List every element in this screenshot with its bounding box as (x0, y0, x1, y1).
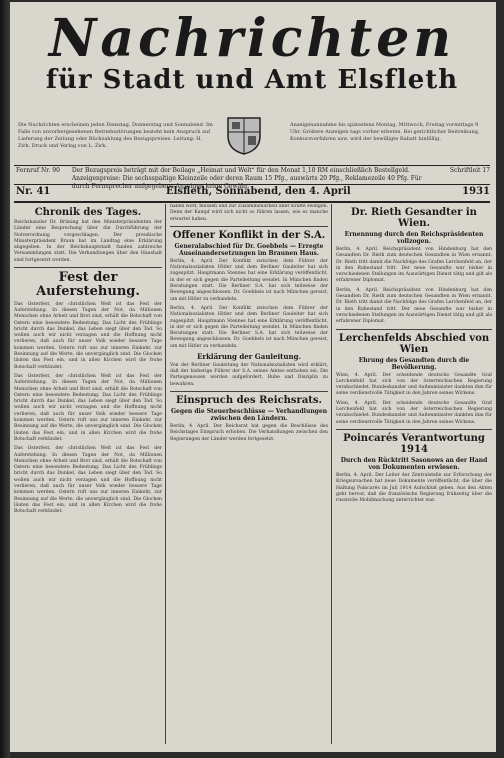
subheadline: Durch den Rücktritt Sasonows an der Hand von Dokumenten erwiesen. (340, 456, 488, 471)
subheadline: Ernennung durch den Reichspräsidenten vollzogen. (344, 231, 484, 245)
headline: Chronik des Tages. (34, 207, 142, 218)
article-text: Reichskanzler Dr. Brüning hat den Ministerpräsidenten der Länder eine Besprechung über die Durchführung der Notverordnung vorgeschlagen. Der preußische Ministerpräsident Braun hat im Landtag eine Erklärung abgegeben. In der Reichshauptstadt fanden zahlreiche Versammlungen statt. Die Verhandlungen über den Haushalt sind fortgesetzt worden. (14, 220, 162, 263)
article-text: Berlin, 4. April. Der Reichsrat hat gegen die Beschlüsse des Reichstages Einspruch erhoben. Die Verhandlungen zwischen den Regierungen der Länder werden fortgesetzt. (170, 423, 328, 442)
article-text: Das Osterfest, der christlichen Welt ist das Fest der Auferstehung. In diesen Tagen der Not, da Millionen Menschen ohne Arbeit und Brot sind, erhält die Botschaft von Ostern eine besondere Bedeutung. Das Licht des Frühlings bricht durch das Dunkel, das Leben siegt über den Tod. So wollen auch wir nicht verzagen und die Hoffnung nicht verlieren, daß auch für unser Volk wieder bessere Tage kommen werden. Ostern ruft uns zur inneren Einkehr, zur Besinnung auf die Werte, die unvergänglich sind. Die Glocken läuten das Fest ein, und in allen Kirchen wird die frohe Botschaft verkündet. (14, 301, 162, 370)
divider (336, 329, 492, 330)
divider (14, 201, 490, 203)
newspaper-page (10, 2, 496, 752)
column-2 (170, 204, 328, 744)
subheadline: Gegen die Steuerbeschlüsse — Verhandlungen zwischen den Ländern. (170, 407, 328, 422)
headline: Dr. Rieth Gesandter in Wien. (351, 207, 477, 229)
article-text: Berlin, 4. April. Der Konflikt zwischen dem Führer der Nationalsozialisten Hitler und dem Berliner Gauleiter hat sich zugespitzt. Hauptmann Stennes hat eine Erklärung veröffentlicht, in der er sich gegen die Parteileitung wendet. In München finden Beratungen statt. Die Berliner S.A. hat sich teilweise der Bewegung angeschlossen. Dr. Goebbels ist nach München gereist, um mit Hitler zu verhandeln. (170, 305, 328, 349)
headline: Poincarés Verantwortung 1914 (343, 432, 485, 455)
divider (14, 165, 490, 166)
article-text: Berlin, 4. April. Reichspräsident von Hindenburg hat den Gesandten Dr. Rieth zum deutschen Gesandten in Wien ernannt. Dr. Rieth tritt damit die Nachfolge des Grafen Lerchenfeld an, der in den Ruhestand tritt. Der neue Gesandte war bisher in verschiedenen Stellungen im Auswärtigen Dienst tätig und gilt als erfahrener Diplomat. (336, 287, 492, 325)
column-3 (336, 204, 492, 744)
article-text: Wien, 4. April. Der scheidende deutsche Gesandte Graf Lerchenfeld hat sich von der österreichischen Regierung verabschiedet. Bundeskanzler und Außenminister dankten ihm für seine verdienstvolle Tätigkeit in den Jahren seines Wirkens. (336, 372, 492, 397)
phone-number: Fernruf Nr. 90 (16, 167, 60, 174)
ear-right: Anzeigenannahme bis spätestens Montag, Mittwoch, Freitag vormittags 9 Uhr. Größere Anzeigen tags vorher erbeten. Bei gerichtlicher Beitreibung, Konkursverfahren usw. wird der bewilligte Rabatt hinfällig. (290, 122, 480, 142)
masthead-title: Nachrichten (48, 8, 456, 69)
divider (14, 267, 162, 268)
article-text: Berlin, 4. April. Der Leiter der Zentralstelle zur Erforschung der Kriegsursachen hat neue Dokumente veröffentlicht, die über die Haltung Poincarés im Juli 1914 Aufschluß geben. Aus den Akten geht hervor, daß die französische Regierung frühzeitig über die russische Mobilmachung unterrichtet war. (336, 472, 492, 504)
subheadline: Ehrung des Gesandten durch die Bevölkerung. (358, 356, 470, 371)
dateline (16, 186, 490, 200)
article-text: Das Osterfest, der christlichen Welt ist das Fest der Auferstehung. In diesen Tagen der Not, da Millionen Menschen ohne Arbeit und Brot sind, erhält die Botschaft von Ostern eine besondere Bedeutung. Das Licht des Frühlings bricht durch das Dunkel, das Leben siegt über den Tod. So wollen auch wir nicht verzagen und die Hoffnung nicht verlieren, daß auch für unser Volk wieder bessere Tage kommen werden. Ostern ruft uns zur inneren Einkehr, zur Besinnung auf die Werte, die unvergänglich sind. Die Glocken läuten das Fest ein, und in allen Kirchen wird die frohe Botschaft verkündet. (14, 446, 162, 515)
article-text: Berlin, 4. April. Reichspräsident von Hindenburg hat den Gesandten Dr. Rieth zum deutschen Gesandten in Wien ernannt. Dr. Rieth tritt damit die Nachfolge des Grafen Lerchenfeld an, der in den Ruhestand tritt. Der neue Gesandte war bisher in verschiedenen Stellungen im Auswärtigen Dienst tätig und gilt als erfahrener Diplomat. (336, 247, 492, 284)
divider (170, 391, 328, 392)
article-text: Von der Berliner Gauleitung der Nationalsozialisten wird erklärt, daß der bisherige Führer der S.A. seines Amtes enthoben sei. Die Parteigenossen werden aufgefordert, Ruhe und Disziplin zu bewahren. (170, 362, 328, 387)
divider (170, 226, 328, 227)
ear-left: Die Nachrichten erscheinen jeden Dienstag, Donnerstag und Sonnabend. Im Falle von unvorhergesehenen Betriebsstörungen besteht kein Anspruch auf Lieferung der Zeitung oder Rückzahlung des Bezugspreises. Leitung: H. Zirk. Druck und Verlag von L. Zirk. (18, 122, 213, 149)
headline: Erklärung der Gauleitung. (197, 352, 301, 362)
article-text: haben wird, müssen und zur Zusammenarbeit aller Kräfte zwingen. Denn der Kampf wird sich nicht so führen lassen, wie es manche erwartet haben. (170, 204, 328, 222)
editorial-info: Schriftleit 17 (449, 167, 490, 174)
masthead (14, 8, 490, 95)
issue-year: 1931 (462, 186, 490, 197)
headline: Offener Konflikt in der S.A. (172, 229, 326, 241)
coat-of-arms-icon (224, 114, 264, 156)
subheadline: Generalabschied für Dr. Goebbels — Erregte Auseinandersetzungen im Braunen Haus. (174, 242, 324, 257)
issue-date: Elsfleth, Sonnabend, den 4. April (166, 186, 351, 197)
column-rule (331, 204, 332, 744)
headline: Fest der Auferstehung. (36, 270, 140, 300)
issue-number: Nr. 41 (16, 186, 51, 197)
divider (336, 429, 492, 430)
headline: Lerchenfelds Abschied von Wien (338, 332, 490, 355)
article-text: Berlin, 4. April. Der Konflikt zwischen dem Führer der Nationalsozialisten Hitler und dem Berliner Gauleiter hat sich zugespitzt. Hauptmann Stennes hat eine Erklärung veröffentlicht, in der er sich gegen die Parteileitung wendet. In München finden Beratungen statt. Die Berliner S.A. hat sich teilweise der Bewegung angeschlossen. Dr. Goebbels ist nach München gereist, um mit Hitler zu verhandeln. (170, 258, 328, 302)
article-text: Das Osterfest, der christlichen Welt ist das Fest der Auferstehung. In diesen Tagen der Not, da Millionen Menschen ohne Arbeit und Brot sind, erhält die Botschaft von Ostern eine besondere Bedeutung. Das Licht des Frühlings bricht durch das Dunkel, das Leben siegt über den Tod. So wollen auch wir nicht verzagen und die Hoffnung nicht verlieren, daß auch für unser Volk wieder bessere Tage kommen werden. Ostern ruft uns zur inneren Einkehr, zur Besinnung auf die Werte, die unvergänglich sind. Die Glocken läuten das Fest ein, und in allen Kirchen wird die frohe Botschaft verkündet. (14, 373, 162, 442)
price-info: Der Bezugspreis beträgt mit der Beilage „Heimat und Welt“ für den Monat 1,10 RM einschließlich Bestellgeld. Anzeigenpreise: Die sechsspaltige Kleinzeile oder deren Raum 15 Pfg., auswärts 20 Pfg., Reklamezeile 40 Pfg. Für durch Fernsprecher aufgegebene Anzeigen keine Gewähr. (71, 167, 422, 190)
scan-edge (0, 0, 10, 758)
masthead-subtitle: für Stadt und Amt Elsfleth (45, 65, 459, 95)
column-1 (14, 204, 162, 744)
headline: Einspruch des Reichsrats. (175, 394, 323, 406)
column-rule (165, 204, 166, 744)
article-text: Wien, 4. April. Der scheidende deutsche Gesandte Graf Lerchenfeld hat sich von der österreichischen Regierung verabschiedet. Bundeskanzler und Außenminister dankten ihm für seine verdienstvolle Tätigkeit in den Jahren seines Wirkens. (336, 400, 492, 425)
divider (14, 184, 490, 185)
